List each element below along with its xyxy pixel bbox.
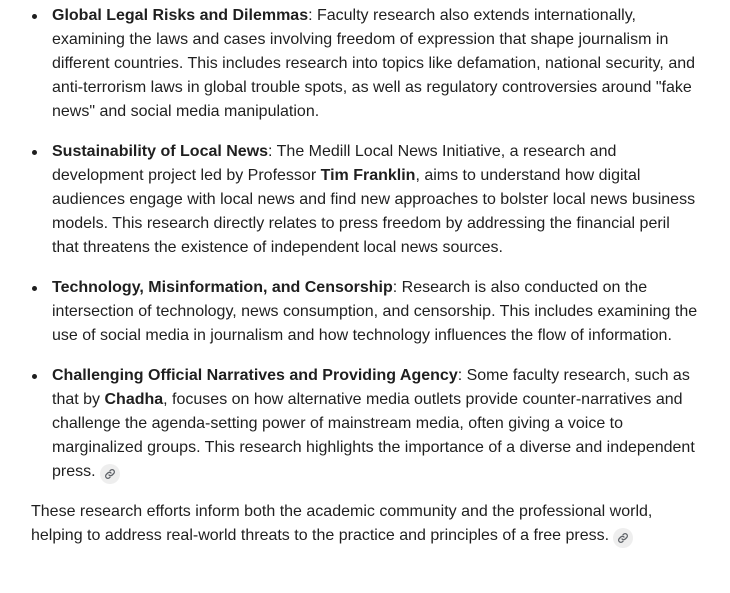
item-text: : Some faculty research, such as that by: [52, 367, 690, 408]
person-name: Chadha: [104, 391, 164, 408]
item-text: : Research is also conducted on the intersection of technology, news consumption, and censorship. This includes examining the use of social media in journalism and how technology influences the flow of information.: [52, 279, 698, 344]
source-link-button[interactable]: [613, 528, 633, 548]
link-icon: [617, 532, 629, 544]
person-name: Tim Franklin: [320, 167, 416, 184]
bullet-list: [31, 4, 700, 484]
item-text: , focuses on how alternative media outlets provide counter-narratives and challenge the agenda-setting power of mainstream media, often giving a voice to marginalized groups. This research highlights the importance of a diverse and independent press.: [52, 391, 695, 480]
item-text: : Faculty research also extends internationally, examining the laws and cases involving freedom of expression that shape journalism in different countries. This includes research into topics like defamation, national security, and anti-terrorism laws in global trouble spots, as well as regulatory controversies around "fake news" and social media manipulation.: [52, 7, 696, 120]
list-item: [31, 140, 700, 260]
item-title: Challenging Official Narratives and Providing Agency: [52, 367, 458, 384]
source-link-button[interactable]: [100, 464, 120, 484]
summary-text: These research efforts inform both the academic community and the professional world, helping to address real-world threats to the practice and principles of a free press.: [31, 503, 653, 544]
item-text: : The Medill Local News Initiative, a research and development project led by Professor: [52, 143, 617, 184]
list-item: [31, 364, 700, 484]
item-text: , aims to understand how digital audiences engage with local news and find new approaches to bolster local news business models. This research directly relates to press freedom by addressing the financial peril that threatens the existence of independent local news sources.: [52, 167, 696, 256]
list-item: [31, 4, 700, 124]
link-icon: [104, 468, 116, 480]
summary-paragraph: [31, 500, 700, 548]
item-title: Global Legal Risks and Dilemmas: [52, 7, 309, 24]
list-item: [31, 276, 700, 348]
item-title: Technology, Misinformation, and Censorship: [52, 279, 393, 296]
item-title: Sustainability of Local News: [52, 143, 269, 160]
